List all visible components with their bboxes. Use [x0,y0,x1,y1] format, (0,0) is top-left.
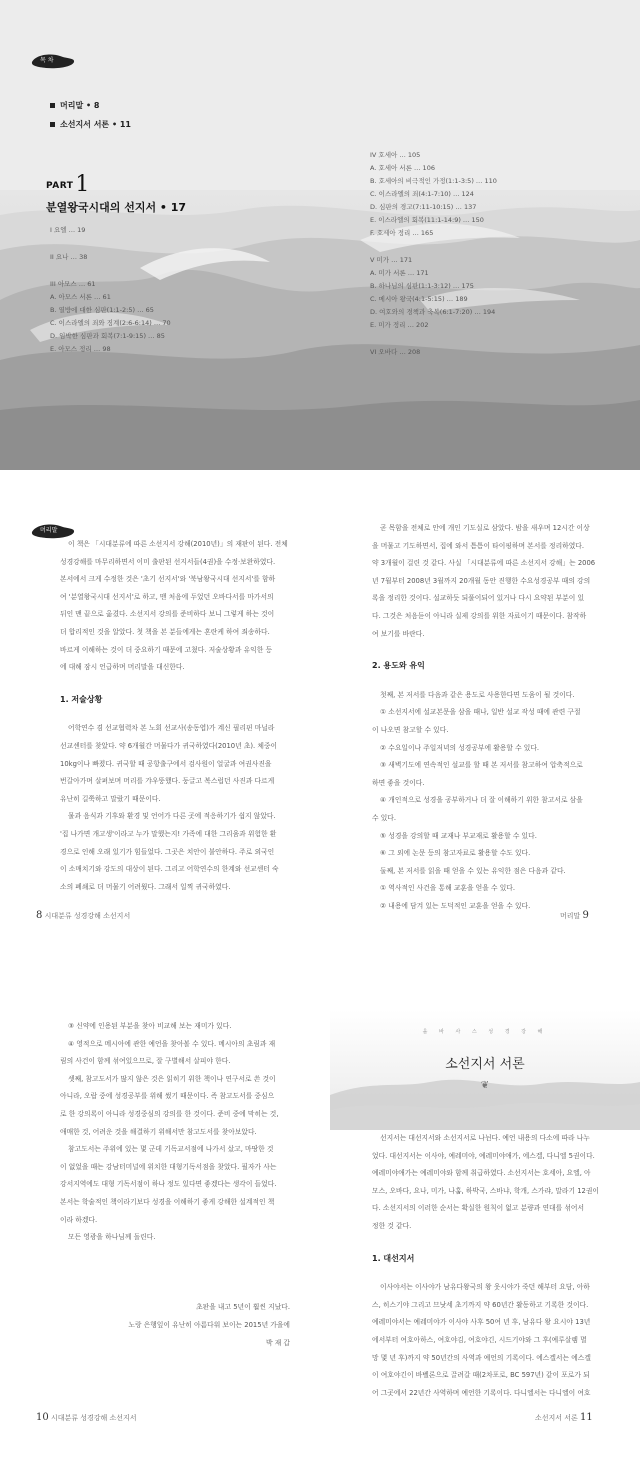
preface-badge-label: 머리말 [40,527,58,534]
part-number: 1 [75,172,90,197]
text-line: 이 나오면 참고할 수 있다. [372,725,449,734]
toc-entry[interactable]: F. 호세아 정리 … 165 [370,229,434,237]
text-line: 여 보기를 바란다. [372,629,425,638]
part-title: 분열왕국시대의 선지서 • 17 [46,201,187,214]
text-line: 이 없었을 때는 강남터미널에 위치한 대형기독서점을 찾았다. 필자가 사는 [60,1162,277,1171]
text-line: 물과 음식과 기후와 환경 및 언어가 다른 곳에 적응하기가 쉽지 않았다. [68,812,276,821]
text-line: ③ 신약에 인용된 부분을 찾아 비교해 보는 재미가 있다. [68,1022,232,1030]
text-line: 선지서는 대선지서와 소선지서로 나뉜다. 예언 내용의 다소에 따라 나누 [380,1134,590,1142]
text-line: 이 책은 「시대분류에 따른 소선지서 강해(2010년)」의 재판이 된다. 전체 [68,540,288,548]
text-line: 스, 히스기야 그리고 므낫세 초기까지 약 60년간 활동하고 기록한 것이다. [372,1300,589,1309]
text-line: 에서부터 여호아하스, 여호야김, 여호야긴, 시드기야와 그 후(예루살렘 멸 [372,1335,587,1344]
toc-entry[interactable]: I 요엘 … 19 [50,226,86,234]
toc-entry[interactable]: E. 아모스 정리 … 98 [50,345,111,353]
text-line: 었다. 대선지서는 이사야, 예레미야, 예레미야애가, 에스겔, 다니엘 5권이다. [372,1151,595,1160]
text-line: 성경강해를 마무리하면서 이미 출판된 선지서들(4권)을 수정·보완하였다. [60,557,276,566]
text-line: 소의 폐쇄로 더 머물기 어려웠다. 그래서 일찍 귀국하였다. [60,882,231,891]
text-line: 어학연수 겸 선교협력차 본 노회 선교사(송동엽)가 계신 필리핀 마닐라 [68,724,275,733]
signature-line: 노랑 은행잎이 유난히 아름다워 보이는 2015년 가을에 [128,1321,290,1329]
toc-entry[interactable]: D. 임박한 심판과 회복(7:1-9:15) … 85 [50,332,165,340]
folio-number: 8 [36,910,43,921]
folio-running-title: 시대분류 성경강해 소선지서 [44,912,131,920]
text-line: 에 대해 잠시 언급하며 머리말을 대신한다. [60,663,185,672]
front-matter-list [50,100,131,138]
toc-spacer [50,265,171,279]
square-bullet-icon [50,122,55,127]
text-line: 참고도서는 주위에 있는 몇 군데 기독교서점에 나가서 샀고, 마땅한 것 [68,1145,274,1154]
contents-badge-label: 목 차 [40,57,54,64]
toc-entry[interactable]: A. 호세아 서론 … 106 [370,164,435,172]
section-heading: 1. 대선지서 [372,1253,415,1263]
author-name: 박 재 갑 [265,1339,290,1347]
text-line: 하면 좋을 것이다. [372,778,425,787]
toc-entry[interactable]: D. 심판의 경고(7:11-10:15) … 137 [370,203,477,211]
text-line: 번갈아가며 살펴보며 머리를 갸우뚱했다. 둥글고 복스럽던 사진과 다르게 [60,777,275,786]
text-line: 로 한 강의록이 아니라 성경중심의 강의를 한 것이다. 준비 중에 막히는 것, [60,1109,279,1118]
toc-entry[interactable]: C. 이스라엘의 죄(4:1-7:10) … 124 [370,190,474,198]
text-line: ④ 개인적으로 성경을 공부하거나 더 잘 이해하기 위한 참고서로 삼을 [380,796,583,805]
text-line: 망 몇 년 후)까지 약 50년간의 사역과 예언의 기록이다. 에스겔서는 에스겔 [372,1353,591,1362]
text-line: 곧 목함을 전체로 안에 개인 기도실로 삼았다. 밤을 새우며 12시간 이상 [380,524,590,532]
text-line: ② 내용에 담겨 있는 도덕적인 교훈을 얻을 수 있다. [380,901,531,910]
text-line: 첫째, 본 저서를 다음과 같은 용도로 사용한다면 도움이 될 것이다. [380,690,575,699]
toc-right-column [370,150,497,360]
text-line: 셋째, 참고도서가 많지 않은 것은 읽히기 위한 책이나 연구서로 쓴 것이 [68,1074,276,1083]
toc-entry[interactable]: C. 메시아 왕국(4:1-5:15) … 189 [370,295,468,303]
text-line: ① 역사적인 사건을 통해 교훈을 얻을 수 있다. [380,884,515,893]
preface-continued [372,520,610,643]
square-bullet-icon [50,103,55,108]
toc-spacer [370,241,497,255]
toc-entry[interactable]: B. 열방에 대한 심판(1:1-2:5) … 65 [50,306,154,314]
introduction-body [372,1130,610,1236]
section-body [372,1279,610,1402]
text-line: 다. 소선지서의 이러한 순서는 확실한 원칙이 없고 분량과 연대를 섞어서 [372,1204,585,1213]
preface-intro [60,536,298,677]
page-number-right [560,910,589,921]
toc-entry[interactable]: V 미가 … 171 [370,256,413,264]
front-matter-item[interactable]: 소선지서 서론 • 11 [50,119,131,130]
toc-spacer [370,333,497,347]
toc-entry[interactable]: C. 이스라엘의 죄와 징계(2:6-6:14) … 70 [50,319,171,327]
folio-number: 9 [582,910,589,921]
text-line: ③ 새벽기도에 연속적인 설교를 할 때 본 저서를 참고하여 압축적으로 [380,761,583,770]
text-line: 선교센터를 찾았다. 약 6개월간 머물다가 귀국하였다(2010년 초). 체중이 [60,741,278,750]
toc-entry[interactable]: II 요나 … 38 [50,253,88,261]
text-line: ⑤ 성경을 강의할 때 교재나 부교재로 활용할 수 있다. [380,831,537,840]
toc-entry[interactable]: A. 아모스 서론 … 61 [50,293,111,301]
part-label: PART [46,181,74,191]
text-line: 을 머물고 기도하면서, 집에 와서 틈틈이 타이핑하며 본서를 정리하였다. [372,541,585,550]
toc-entry[interactable]: E. 미가 정리 … 202 [370,321,429,329]
text-line: ① 소선지서에 설교본문을 삼을 때나, 일반 설교 작성 때에 관련 구절 [380,708,581,717]
text-line: 예레미야애가는 예레미야와 함께 취급하였다. 소선지서는 호세아, 요엘, 아 [372,1169,591,1178]
preface-end-column [60,1018,298,1247]
text-line: 정한 것 같다. [372,1221,412,1230]
series-kicker: 을 바 사 스 성 경 강 해 [422,1029,548,1035]
toc-entry[interactable]: III 아모스 … 61 [50,280,96,288]
preface-right-column [372,520,610,915]
text-line: 본서는 학술적인 책이라기보다 성경을 이해하기 좋게 강해한 설계적인 책 [60,1197,275,1206]
text-line: '집 나가면 개고생'이라고 누가 말했는지! 가족에 대한 그리움과 위험한 환 [60,829,277,838]
folio-running-title: 시대분류 성경강해 소선지서 [50,1414,137,1422]
text-line: 예레미야서는 예레미야가 이사야 사후 50여 년 후, 남유다 왕 요시야 13년 [372,1318,591,1327]
text-line: 어 그곳에서 22년간 사역하며 예언한 기록이다. 다니엘서는 다니엘이 여호 [372,1388,591,1397]
text-line: 애매한 것, 어려운 것을 해결하기 위해서만 참고도서를 찾아보았다. [60,1127,257,1136]
preface-signature [60,1298,290,1352]
introduction-title-block [330,1028,640,1091]
page-number-left [36,910,130,921]
text-line: 유난히 길쭉하고 말랐기 때문이다. [60,794,161,803]
chapter-title: 소선지서 서론 [445,1057,525,1072]
page-number-left [36,1412,137,1423]
text-line: 이사야서는 이사야가 남유다왕국의 왕 웃시야가 죽던 해부터 요담, 아하 [380,1283,590,1292]
preface-spread [0,490,640,960]
text-line: 본서에서 크게 수정한 것은 '초기 선지서'와 '북남왕국시대 선지서'를 함하 [60,575,276,584]
toc-spacer [50,238,171,252]
text-line: 년 7월부터 2008년 3월까지 20개월 동안 진행한 수요성경공부 때의 강의 [372,576,591,585]
folio-number: 11 [580,1412,593,1423]
text-line: 다. 그것은 처음듣이 아니라 실제 강의를 위한 자료이기 때문이다. 참작하 [372,611,587,620]
toc-entry[interactable]: B. 하나님의 심판(1:1-3:12) … 175 [370,282,474,290]
signature-line: 초판을 내고 5년이 훨씬 지났다. [196,1303,290,1311]
folio-running-title: 소선지서 서론 [535,1414,578,1422]
toc-entry[interactable]: VI 오바다 … 208 [370,348,421,356]
front-matter-item[interactable]: 머리말 • 8 [50,100,131,111]
text-line: 여 '분열왕국시대 선지서'로 하고, 맨 처음에 두었던 오바다서를 마가서의 [60,592,274,601]
section-heading: 1. 저술상황 [60,694,103,704]
toc-entry[interactable]: D. 여호와의 경책과 축복(6:1-7:20) … 194 [370,308,496,316]
section-body [372,687,610,916]
toc-left-column [50,225,171,357]
section-heading: 2. 용도와 유익 [372,661,425,671]
text-line: 이 여호야긴이 바벨론으로 끌려갈 때(2차포로, BC 597년) 같이 포로가 되 [372,1371,590,1380]
folio-number: 10 [36,1412,49,1423]
text-line: 림의 사건이 함께 섞여있으므로, 잘 구별해서 살피야 한다. [60,1057,231,1066]
text-line: 바르게 이해하는 것이 더 중요하기 때문에 고쳤다. 저술상황과 유익한 등 [60,645,273,654]
introduction-column [372,1130,610,1402]
toc-entry[interactable]: B. 호세아의 비극적인 가정(1:1-3:5) … 110 [370,177,497,185]
text-line: ② 수요일이나 주일저녁의 성경공부에 활용할 수 있다. [380,743,540,752]
text-line: 10kg이나 빠졌다. 귀국할 때 공항출구에서 검사원이 얼굴과 여권사진을 [60,759,272,768]
text-line: 강서지역에도 대형 기독서점이 하나 정도 있다면 좋겠다는 생각이 들었다. [60,1180,277,1189]
contents-page [0,0,640,470]
text-line: 뒤인 맨 끝으로 옮겼다. 소선지서 강의를 준비하다 보니 그렇게 하는 것이 [60,610,275,619]
text-line: 약 3개월이 걸린 것 같다. 사실 「시대분류에 따른 소선지서 강해」는 2006 [372,559,596,568]
part-heading [46,172,186,215]
text-line: 모든 영광을 하나님께 돌린다. [68,1233,156,1242]
contents-badge [30,52,76,70]
introduction-spread [0,980,640,1460]
text-line: 이라 하겠다. [60,1215,98,1224]
preface-left-column [60,536,298,896]
text-line: 둘째, 본 저서를 읽을 때 얻을 수 있는 유익한 점은 다음과 같다. [380,866,566,875]
text-line: 록을 정리한 것이다. 설교하듯 되풀이되어 있거나 다시 요약된 부분이 있 [372,594,585,603]
folio-running-title: 머리말 [560,912,581,920]
text-line: 수 있다. [372,813,397,822]
text-line: 모스, 오바다, 요나, 미가, 나훔, 하박국, 스바냐, 학개, 스가랴, 말라기 12권이 [372,1186,599,1195]
toc-entry[interactable]: IV 호세아 … 105 [370,151,421,159]
text-line: 경으로 인해 오래 있기가 힘들었다. 그곳은 치안이 불안하다. 주로 외국인 [60,847,275,856]
text-line: ⑥ 그 외에 논문 등의 참고자료로 활용할 수도 있다. [380,849,531,858]
section-body [60,720,298,896]
leaf-ornament-icon: ❦ [480,1080,490,1091]
toc-entry[interactable]: E. 이스라엘의 회복(11:1-14:9) … 150 [370,216,484,224]
text-line: 아니라, 오랍 중에 성경공부를 위해 썼기 때문이다. 즉 참고도서를 중심으 [60,1092,275,1101]
page-number-right [535,1412,593,1423]
text-line: 이 소매치기와 강도의 대상이 된다. 그리고 어학연수의 한계와 선교센터 숙 [60,865,279,874]
text-line: ④ 영적으로 메시아에 관한 예언을 찾아볼 수 있다. 메시아의 초림과 재 [68,1039,276,1048]
toc-entry[interactable]: A. 미가 서론 … 171 [370,269,429,277]
text-line: 더 합리적인 것을 알았다. 첫 책을 본 분들에게는 혼란케 하여 죄송하다. [60,627,270,636]
